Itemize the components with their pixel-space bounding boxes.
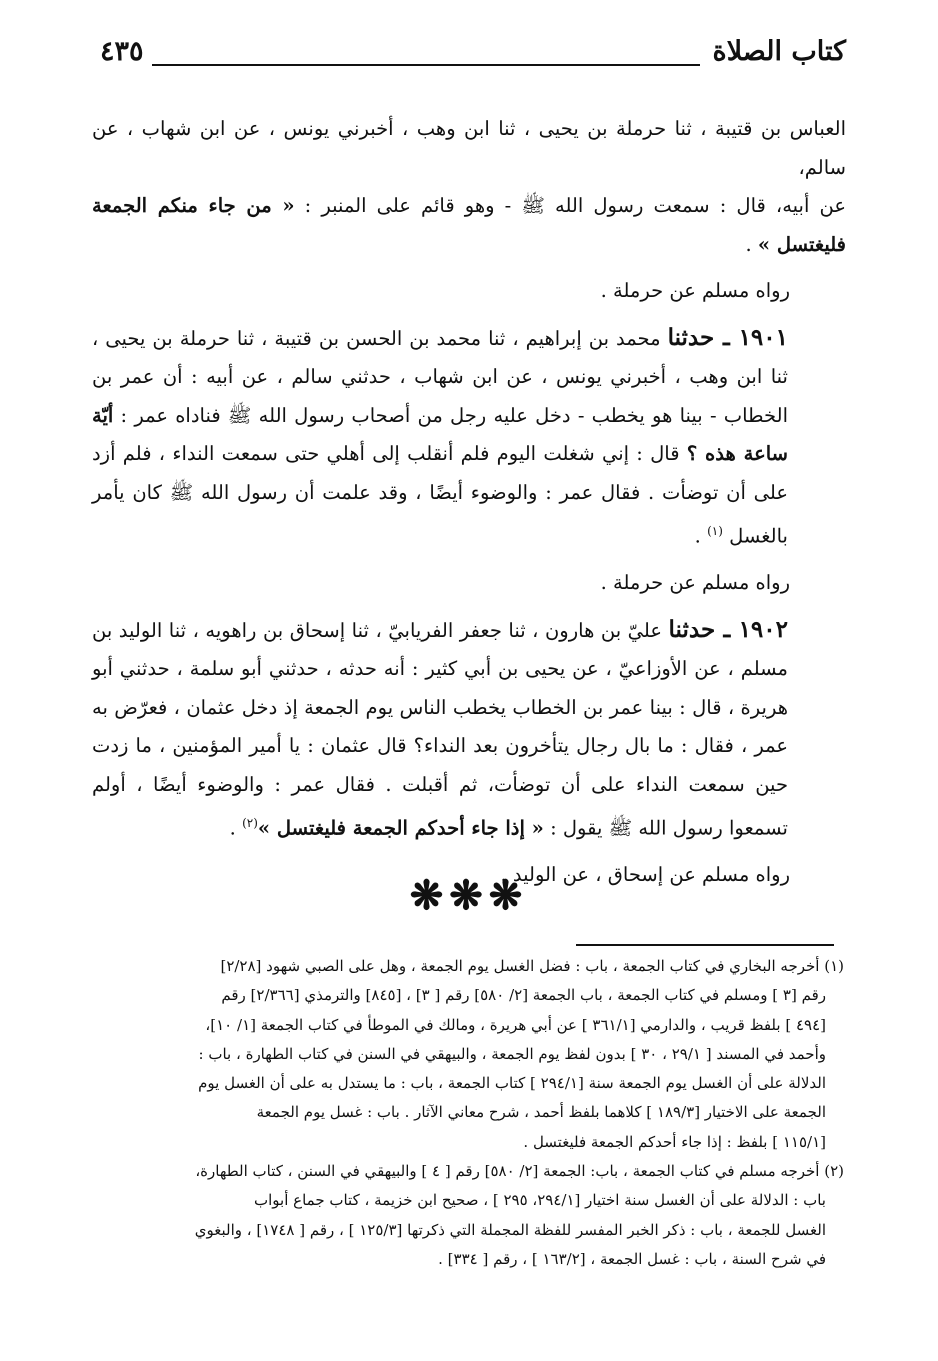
narration-note: رواه مسلم عن حرملة . (600, 571, 790, 594)
footnote-line: وأحمد في المسند [ ٢٩/١ ، ٣٠ ] بدون لفظ يوم الجمعة ، والبيهقي في السنن في كتاب الطهارة ، باب : (198, 1044, 826, 1063)
header-rule (152, 64, 700, 66)
section-separator: ❋❋❋ (409, 872, 529, 919)
hadith-number: ١٩٠١ ـ حدثنا (667, 323, 788, 351)
intro-end: . (745, 232, 758, 256)
footnote-ref[interactable]: (١) (707, 524, 723, 538)
footnote-rule (576, 944, 834, 946)
footnote-line: (١) أخرجه البخاري في كتاب الجمعة ، باب : فضل الغسل يوم الجمعة ، وهل على الصبي شهود [٢/٢٨] (220, 957, 844, 975)
hadith-text: قال : إني شغلت اليوم فلم أنقلب إلى أهلي حتى سمعت النداء ، فلم أزد على أن توضأت . فقال عمر : والوضوء أيضًا ، وقد علمت أن رسول الله ﷺ كان يأمر بالغسل (92, 442, 788, 548)
main-text (92, 110, 846, 895)
hadith-1902 (92, 611, 846, 849)
narration-note: رواه مسلم عن حرملة . (600, 279, 790, 302)
footnote-line: في شرح السنة ، باب : غسل الجمعة ، [١٦٣/٢ ] ، رقم [ ٣٣٤] . (438, 1249, 826, 1268)
intro-line: العباس بن قتيبة ، ثنا حرملة بن يحيى ، ثنا ابن وهب ، أخبرني يونس ، عن ابن شهاب ، عن سالم، (92, 117, 846, 179)
footnote-line: باب : الدلالة على أن الغسل سنة اختيار [٢٩٤/١، ٢٩٥ ] ، صحيح ابن خزيمة ، كتاب جماع أبواب (253, 1191, 826, 1210)
hadith-number: ١٩٠٢ ـ حدثنا (668, 615, 788, 643)
footnote-line: [٤٩٤ ] بلفظ قريب ، والدارمي [٣٦١/١ ] عن أبي هريرة ، ومالك في الموطأ في كتاب الجمعة [١/ ١٠]، (205, 1015, 826, 1034)
hadith-quote: أيّة ساعة هذه ؟ (92, 403, 788, 465)
footnotes (92, 952, 844, 1274)
hadith-text: عليّ بن هارون ، ثنا جعفر الفريابيّ ، ثنا إسحاق بن راهويه ، ثنا الوليد بن مسلم ، عن الأوزاعيّ ، عن يحيى بن أبي كثير : أنه حدثه ، حدثني أبو سلمة ، حدثني أبو هريرة ، قال : بينا عمر بن الخطاب يخطب الناس يوم الجمعة إذ دخل عثمان ، فعرّض به عمر ، فقال : ما بال رجال يتأخرون بعد النداء؟ قال عثمان : يا أمير المؤمنين ، ما زدت حين سمعت النداء على أن توضأت، ثم أقبلت . فقال عمر : والوضوء أيضًا ، أولم تسمعوا رسول الله ﷺ يقول : (92, 618, 788, 840)
footnote-line: (٢) أخرجه مسلم في كتاب الجمعة ، باب: الجمعة [٢/ ٥٨٠] رقم [ ٤ ] والبيهقي في السنن ، كتاب الطهارة، (195, 1162, 844, 1181)
narration-note: رواه مسلم عن إسحاق ، عن الوليد . (500, 863, 790, 886)
page-number: ٤٣٥ (100, 36, 144, 67)
hadith-1901 (92, 319, 846, 557)
hadith-quote: « إذا جاء أحدكم الجمعة فليغتسل » (257, 816, 544, 840)
book-title: كتاب الصلاة (712, 36, 846, 67)
footnote-line: [١١٥/١ ] بلفظ : إذا جاء أحدكم الجمعة فليغتسل . (523, 1132, 826, 1151)
footnote-line: الدلالة على أن الغسل يوم الجمعة سنة [٢٩٤/١ ] كتاب الجمعة ، باب : ما يستدل به على أن الغسل يوم (198, 1074, 826, 1093)
hadith-end: . (229, 816, 243, 840)
hadith-quote: « من جاء منكم الجمعة فليغتسل » (92, 194, 846, 256)
intro-line (92, 187, 846, 264)
hadith-text: محمد بن إبراهيم ، ثنا محمد بن الحسن بن قتيبة ، ثنا حرملة بن يحيى ، ثنا ابن وهب ، أخبرني يونس ، عن ابن شهاب ، حدثني سالم ، عن أبيه : أن عمر بن الخطاب - بينا هو يخطب - دخل عليه رجل من أصحاب رسول الله ﷺ فناداه عمر : (92, 326, 788, 427)
footnote-line: الجمعة على الاختيار [١٨٩/٣ ] كلاهما بلفظ أحمد ، شرح معاني الآثار . باب : غسل يوم الجمعة (256, 1103, 826, 1122)
footnote-line: الغسل للجمعة ، باب : ذكر الخبر المفسر للفظة المجملة التي ذكرتها [١٢٥/٣ ] ، رقم [ ١٧٤٨] ، والبغوي (194, 1220, 826, 1239)
footnote-line: رقم [٣ ] ومسلم في كتاب الجمعة ، باب الجمعة [٢/ ٥٨٠] رقم [ ٣] ، [٨٤٥] والترمذي [٢/٣٦٦] رقم (221, 986, 826, 1005)
page-header (100, 36, 846, 80)
footnote-ref[interactable]: (٢) (242, 816, 258, 830)
intro-text: عن أبيه، قال : سمعت رسول الله ﷺ - وهو قائم على المنبر : (294, 194, 846, 217)
hadith-end: . (694, 524, 708, 548)
